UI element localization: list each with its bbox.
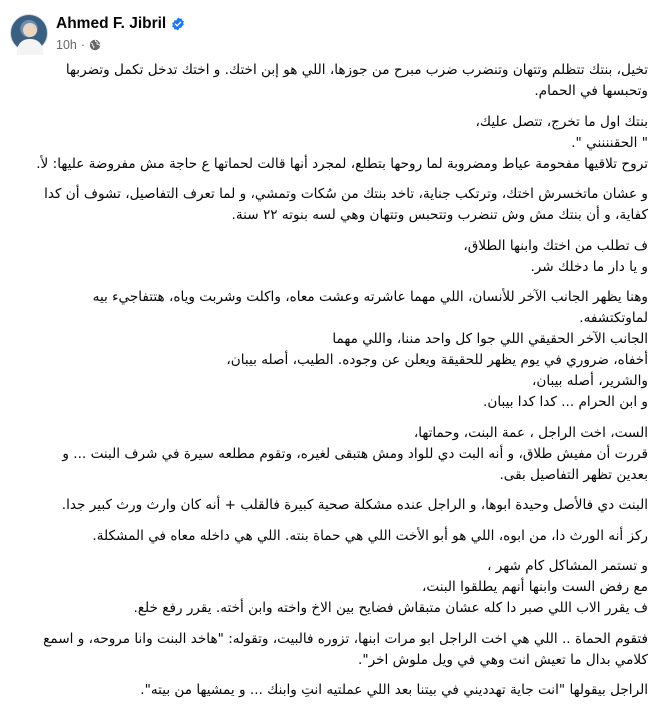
text-line: فتقوم الحماة .. اللي هي اخت الراجل ابو مرات ابنها، تزوره فالبيت، وتقوله: "هاخد البنت وانا مروحه، و اسمع [43,630,648,647]
text-line: ركز أنه الورث دا، من ابوه، اللي هو أبو الأخت اللي هي حماة بنته. اللي هي داخله معاه في المشكلة. [92,527,648,544]
paragraph [8,60,648,102]
text-line: وهنا يظهر الجانب الآخر للأنسان، اللي مهما عاشرته وعشت معاه، واكلت وشربت وياه، هتتفاجيء بيه [92,289,648,305]
paragraph [8,184,648,226]
text-line: و ابن الحرام ... كدا كدا بيبان. [483,394,648,410]
avatar-body [17,39,43,55]
paragraph [8,556,648,619]
text-line: و يا دار ما دخلك شر. [530,258,648,275]
avatar-face [23,23,37,37]
timestamp-row [56,36,185,54]
text-line: مع رفض الست وابنها أنهم يطلقوا البنت، [421,579,648,595]
avatar[interactable] [10,14,48,52]
paragraph [8,236,648,278]
text-line: لماوتكتشفه. [579,310,648,326]
paragraph [8,526,648,547]
paragraph [8,629,648,671]
text-line: ف تطلب من اختك وابنها الطلاق، [463,237,648,254]
text-line: البنت دي فالأصل وحيدة ابوها، و الراجل عنده مشكلة صحية كبيرة فالقلب + أنه كان وارث ورث كبير جدا. [61,497,648,513]
post-time[interactable]: 10h [56,38,77,52]
text-line: و تستمر المشاكل كام شهر ، [487,558,648,574]
globe-icon[interactable] [89,39,101,51]
text-line: والشرير، أصله بيبان، [531,373,648,389]
text-line: بعدين تظهر التفاصيل بقى. [499,466,648,483]
meta-separator: · [80,38,86,52]
post-header [10,14,185,60]
verified-badge-icon [171,17,185,31]
paragraph [8,423,648,486]
paragraph [8,112,648,175]
author-row [56,14,185,34]
text-line: الراجل بيقولها "انت جاية تهدديني في بيتنا بعد اللي عملتيه انتِ وابنك ... و يمشيها من بيته". [140,682,648,698]
text-line: تروح تلاقيها مفحومة عياط ومضروبة لما روحها بتطلع، لمجرد أنها قالت لحماتها ع حاجة مش مفروضة عليها: لأ. [36,155,648,172]
post-meta [56,14,185,54]
paragraph [8,680,648,701]
text-line: " الحقنننني ". [571,134,648,151]
text-line: وتحبسها في الحمام. [534,83,648,99]
text-line: ف يقرر الاب اللي صبر دا كله عشان متبقاش فضايح بين الاخ واخته وابن أخته. يقرر رفع خلع. [133,600,648,616]
post-body [8,60,648,711]
text-line: قررت أن مفيش طلاق، و أنه البت دي للواد ومش هتبقى لغيره، وتقوم مطلعه سيرة في شرف البنت ... و [62,445,648,462]
text-line: كفاية، و أن بنتك مش وش تنضرب وتتحبس وتتهان وهي لسه بنوته ٢٢ سنة. [231,207,648,223]
paragraph [8,495,648,516]
text-line: بنتك اول ما تخرج، تتصل عليك، [475,113,648,130]
author-name[interactable]: Ahmed F. Jibril [56,15,167,32]
paragraph [8,287,648,413]
text-line: كلامي بدال ما تعيش انت وهي في ويل ملوش اخر". [358,651,648,668]
text-line: و عشان ماتخسرش اختك، وترتكب جناية، تاخد بنتك من سُكات وتمشي، و لما تعرف التفاصيل، تشوف أن كدا [44,186,648,202]
text-line: الجانب الآخر الحقيقي اللي جوا كل واحد مننا، واللي مهما [332,331,648,347]
text-line: تخيل، بنتك تتظلم وتتهان وتنضرب ضرب مبرح من جوزها، اللي هو إبن اختك. و اختك تدخل تكمل وتضربها [65,62,648,78]
text-line: أخفاه، ضروري في يوم يظهر للحقيقة ويعلن عن وجوده. الطيب، أصله بيبان، [226,352,648,368]
text-line: الست، اخت الراجل ، عمة البنت، وحماتها، [413,424,648,441]
